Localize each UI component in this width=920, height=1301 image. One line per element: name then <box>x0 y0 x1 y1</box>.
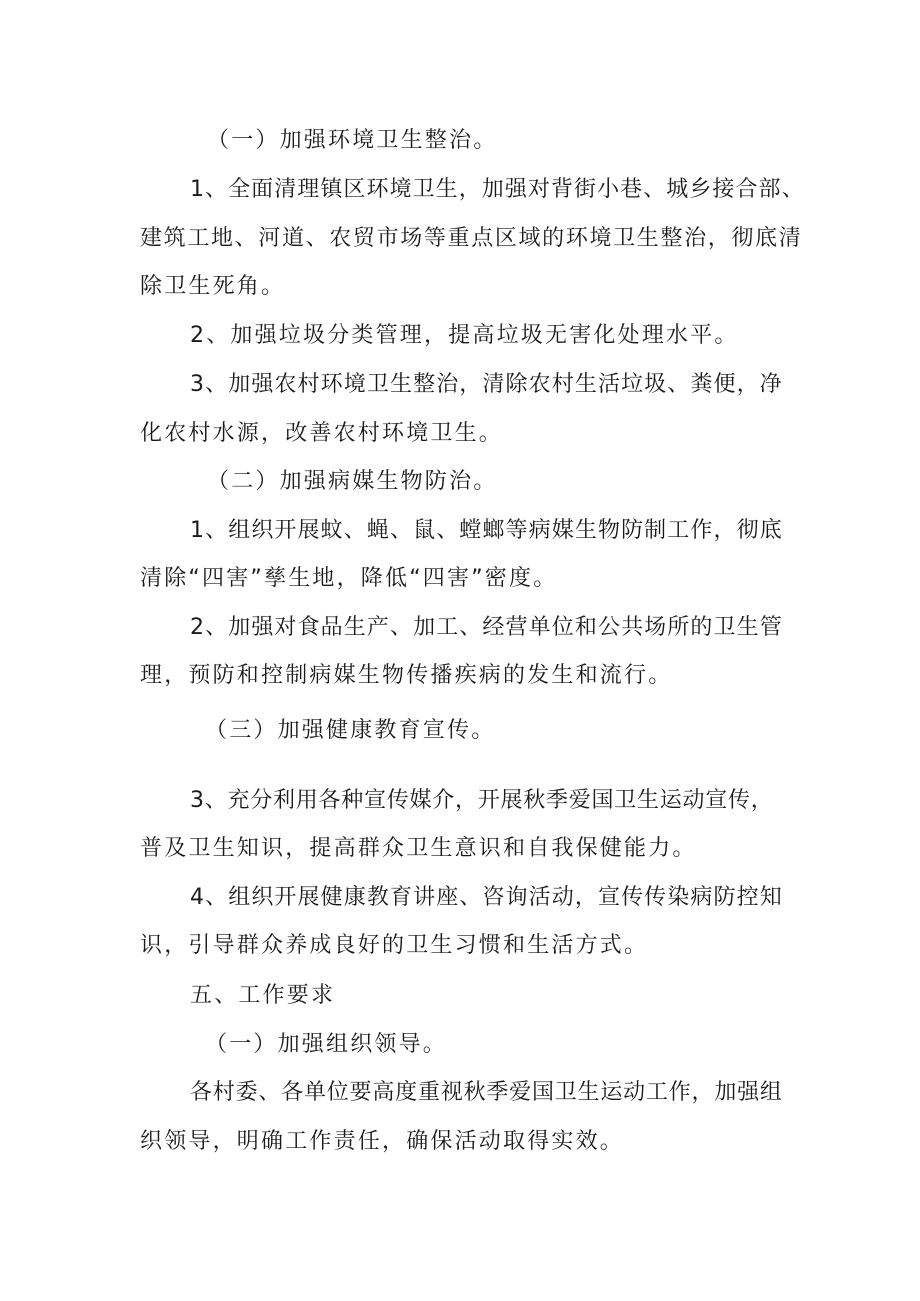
section-title: 五、工作要求 <box>190 983 336 1008</box>
section-heading-4: （一）加强组织领导。 <box>205 1032 448 1057</box>
section-heading-3: （三）加强健康教育宣传。 <box>205 718 496 743</box>
paragraph-line: 2、加强垃圾分类管理，提高垃圾无害化处理水平。 <box>190 323 739 348</box>
paragraph-line: 织领导，明确工作责任，确保活动取得实效。 <box>140 1129 625 1154</box>
paragraph-line: 1 、 全 面 清 理 镇 区 环 境 卫 生 ， 加 强 对 背 街 小 巷 、 城 乡 接 合 部 、 <box>190 177 804 202</box>
paragraph-line: 理，预防和控制病媒生物传播疾病的发生和流行。 <box>140 663 673 688</box>
paragraph-line: 4 、 组 织 开 展 健 康 教 育 讲 座 、 咨 询 活 动 ， 宣 传 传 染 病 防 控 知 <box>190 885 782 910</box>
paragraph-line: 识，引导群众养成良好的卫生习惯和生活方式。 <box>140 933 649 958</box>
paragraph-line: 除卫生死角。 <box>140 274 286 299</box>
paragraph-line: 清除“四害”孳生地，降低“四害”密度。 <box>140 566 558 591</box>
paragraph-line: 普及卫生知识，提高群众卫生意识和自我保健能力。 <box>140 836 697 861</box>
paragraph-line: 化农村水源，改善农村环境卫生。 <box>140 421 504 446</box>
section-heading-2: （二）加强病媒生物防治。 <box>207 469 498 494</box>
paragraph-line: 3 、 充 分 利 用 各 种 宣 传 媒 介 ， 开 展 秋 季 爱 国 卫 生 运 动 宣 传 ， <box>190 788 773 813</box>
paragraph-line: 各 村 委 、 各 单 位 要 高 度 重 视 秋 季 爱 国 卫 生 运 动 工 作 ， 加 强 组 <box>190 1080 782 1105</box>
paragraph-line: 1 、 组 织 开 展 蚊 、 蝇 、 鼠 、 螳 螂 等 病 媒 生 物 防 制 工 作 ， 彻 底 <box>190 518 782 543</box>
paragraph-line: 2 、 加 强 对 食 品 生 产 、 加 工 、 经 营 单 位 和 公 共 场 所 的 卫 生 管 <box>190 615 782 640</box>
paragraph-line: 建 筑 工 地 、 河 道 、 农 贸 市 场 等 重 点 区 域 的 环 境 卫 生 整 治 ， 彻 底 清 <box>140 226 801 251</box>
paragraph-line: 3 、 加 强 农 村 环 境 卫 生 整 治 ， 清 除 农 村 生 活 垃 圾 、 粪 便 ， 净 <box>190 372 782 397</box>
section-heading-1: （一）加强环境卫生整治。 <box>207 128 498 153</box>
